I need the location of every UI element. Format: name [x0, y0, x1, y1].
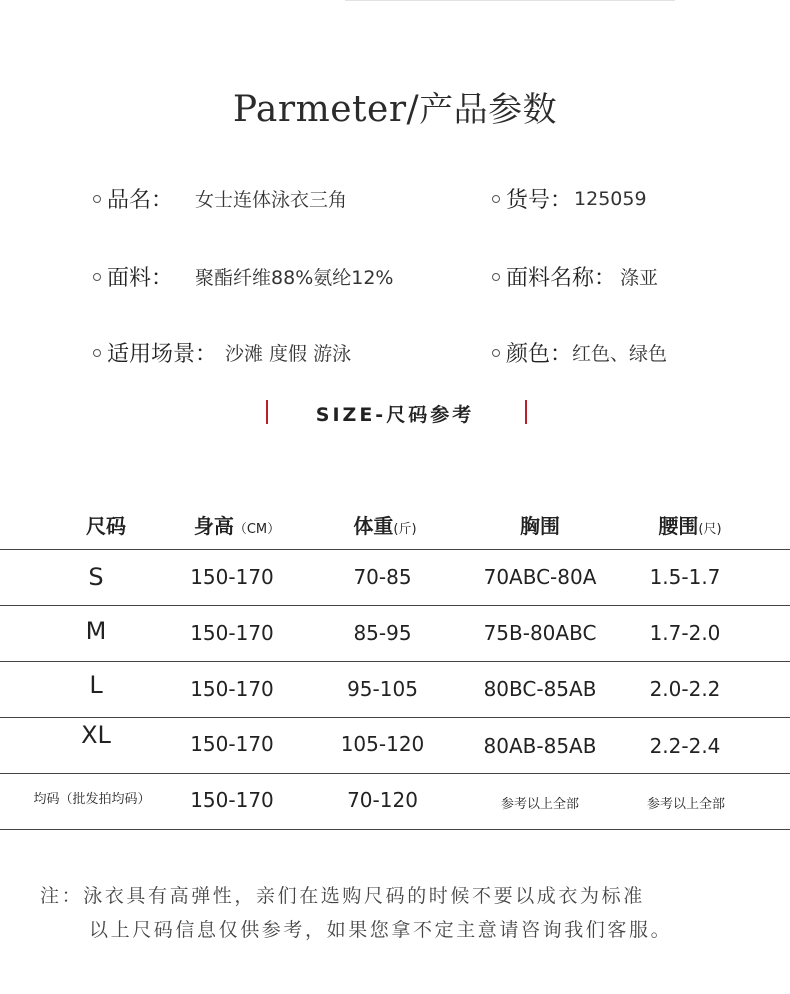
bullet-icon	[93, 349, 101, 357]
spec-name-value: 女士连体泳衣三角	[195, 189, 348, 211]
col-header-bust	[480, 510, 600, 539]
row-m-bust: 75B-80ABC	[483, 621, 597, 645]
row-l-height: 150-170	[190, 677, 274, 701]
spec-fabric-label: 面料：	[107, 266, 174, 291]
spec-color-value: 红色、绿色	[572, 343, 668, 365]
table-divider	[0, 661, 790, 662]
bullet-icon	[93, 273, 101, 281]
row-free-size: 均码（批发拍均码）	[33, 792, 151, 807]
spec-scene-value: 沙滩 度假 游泳	[225, 343, 352, 365]
right-accent-bar	[525, 400, 527, 424]
spec-color-label: 颜色：	[506, 342, 573, 367]
bullet-icon	[492, 273, 500, 281]
row-free-weight: 70-120	[347, 788, 418, 812]
row-free-height: 150-170	[190, 788, 274, 812]
top-divider	[345, 0, 675, 1]
spec-item-no-value: 125059	[574, 187, 647, 210]
row-m-waist: 1.7-2.0	[649, 621, 721, 645]
row-s-size: S	[88, 563, 104, 591]
col-header-weight	[330, 510, 440, 539]
spec-fabric-name	[492, 261, 658, 292]
row-xl-weight: 105-120	[340, 732, 425, 756]
row-s-bust: 70ABC-80A	[483, 565, 597, 589]
row-s-weight: 70-85	[353, 565, 412, 589]
row-m-weight: 85-95	[353, 621, 412, 645]
spec-name	[93, 183, 347, 214]
col-header-height-label: 身高	[193, 514, 234, 538]
row-xl-height: 150-170	[190, 732, 274, 756]
spec-fabric	[93, 261, 393, 292]
row-l-bust: 80BC-85AB	[483, 677, 597, 701]
bullet-icon	[93, 195, 101, 203]
spec-fabric-name-label: 面料名称：	[506, 266, 617, 291]
spec-scene	[93, 337, 351, 368]
row-l-weight: 95-105	[347, 677, 418, 701]
row-l-waist: 2.0-2.2	[649, 677, 721, 701]
spec-fabric-value: 聚酯纤维88%氨纶12%	[195, 267, 394, 289]
row-s-height: 150-170	[190, 565, 274, 589]
note-line-2: 以上尺码信息仅供参考，如果您拿不定主意请咨询我们客服。	[89, 919, 673, 941]
row-xl-waist: 2.2-2.4	[649, 734, 721, 758]
spec-item-no	[492, 183, 647, 214]
table-divider	[0, 605, 790, 606]
table-divider	[0, 773, 790, 774]
page-title-en: Parmeter/	[232, 89, 420, 130]
col-header-waist	[630, 510, 750, 539]
spec-fabric-name-value: 涤亚	[620, 267, 659, 289]
col-header-size	[66, 510, 146, 539]
table-divider	[0, 549, 790, 550]
size-section-title: SIZE-尺码参考	[315, 404, 475, 426]
table-divider	[0, 829, 790, 830]
row-s-waist: 1.5-1.7	[649, 565, 721, 589]
table-divider	[0, 717, 790, 718]
row-free-waist: 参考以上全部	[646, 797, 725, 812]
note-line-1: 注：泳衣具有高弹性，亲们在选购尺码的时候不要以成衣为标准	[40, 885, 645, 907]
row-xl-bust: 80AB-85AB	[483, 734, 597, 758]
spec-color	[492, 337, 667, 368]
size-section-header	[0, 398, 790, 428]
row-m-size: M	[85, 617, 107, 645]
page-title-cn: 产品参数	[419, 90, 558, 130]
col-header-size-label: 尺码	[86, 514, 126, 538]
spec-item-no-label: 货号：	[506, 188, 573, 213]
page-title	[0, 82, 790, 131]
bullet-icon	[492, 195, 500, 203]
bullet-icon	[492, 349, 500, 357]
row-free-bust: 参考以上全部	[500, 797, 579, 812]
spec-name-label: 品名：	[107, 188, 174, 213]
row-m-height: 150-170	[190, 621, 274, 645]
col-header-weight-label: 体重	[353, 514, 394, 538]
spec-scene-label: 适用场景：	[107, 342, 218, 367]
col-header-weight-unit: (斤)	[393, 522, 417, 537]
row-xl-size: XL	[81, 721, 111, 749]
col-header-waist-label: 腰围	[658, 514, 699, 538]
col-header-waist-unit: (尺)	[698, 522, 722, 537]
col-header-height	[172, 510, 302, 539]
col-header-height-unit: （CM）	[233, 522, 281, 537]
col-header-bust-label: 胸围	[520, 514, 560, 538]
row-l-size: L	[89, 671, 103, 699]
